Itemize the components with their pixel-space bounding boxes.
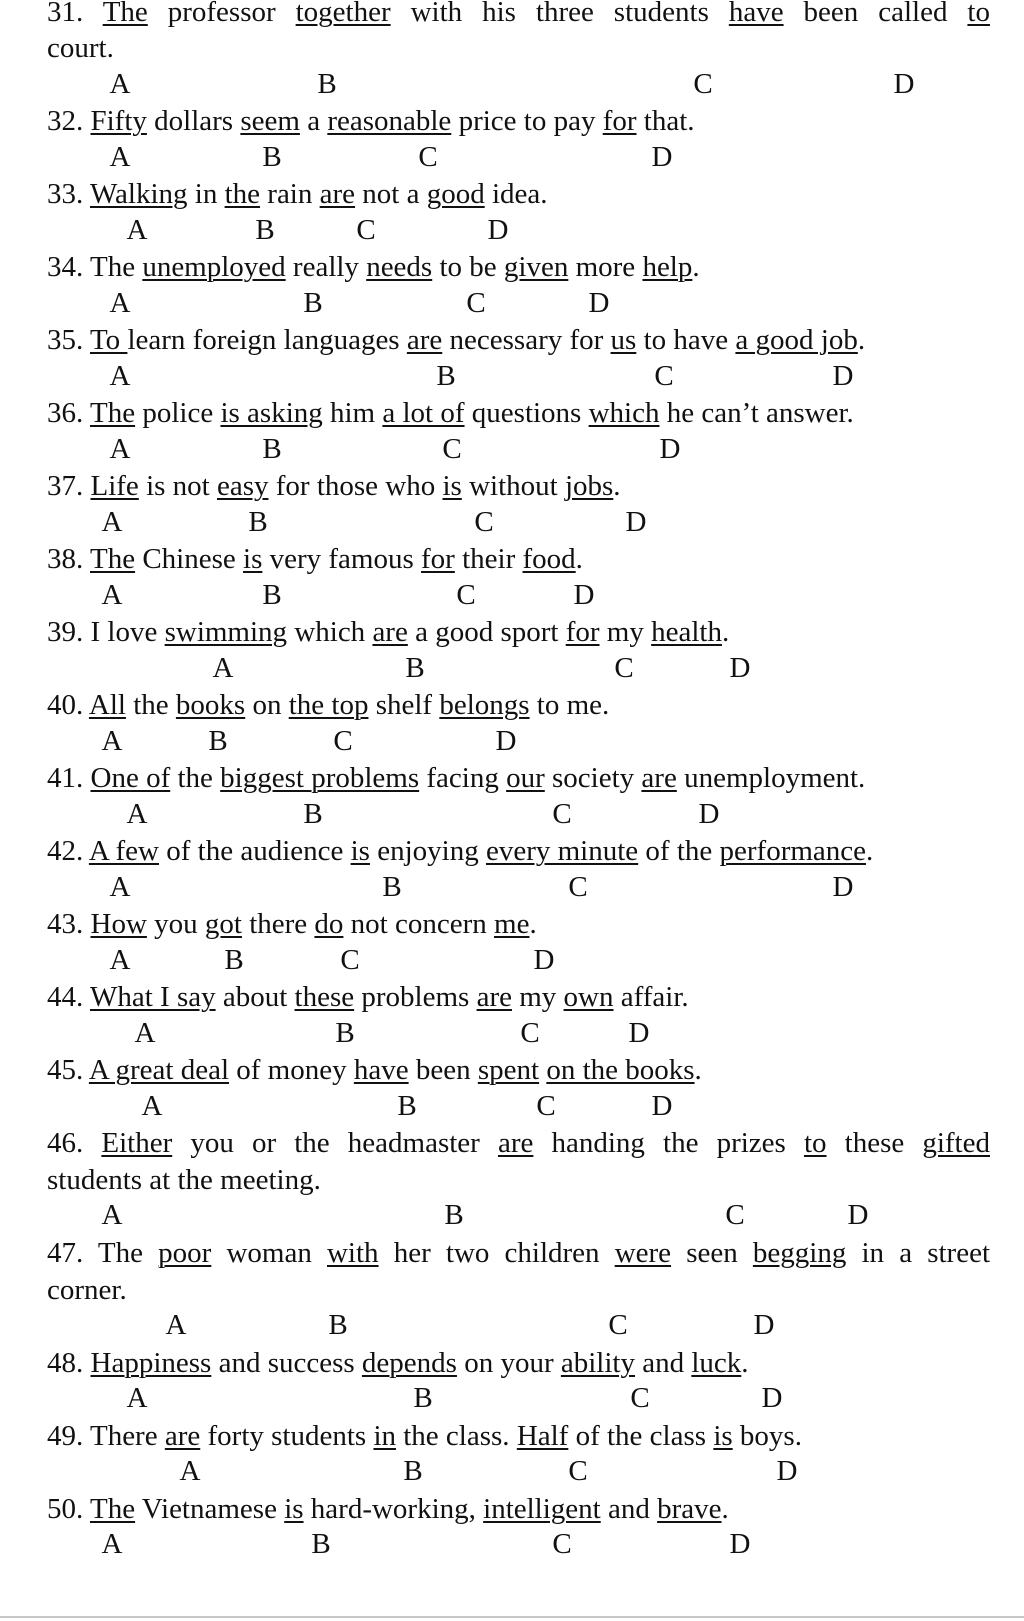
option-label-b: B [224,944,244,976]
underlined-segment: The [89,397,136,429]
underlined-segment: a lot of [382,397,465,429]
text-segment: shelf [368,689,440,721]
option-label-d: D [651,141,673,173]
text-segment: my [511,981,564,1013]
text-segment: boys. [732,1420,802,1452]
underlined-segment: jobs [564,470,614,502]
sentence-line [47,687,990,723]
option-label-a: A [109,433,131,465]
text-segment: . [721,616,730,648]
option-label-a: A [101,579,123,611]
text-segment: without [461,470,565,502]
option-label-d: D [628,1017,650,1049]
sentence-line [47,979,990,1015]
option-label-b: B [397,1090,417,1122]
text-segment: woman [211,1237,327,1269]
underlined-segment: in [373,1420,396,1452]
underlined-segment: the [224,178,261,210]
option-label-c: C [520,1017,540,1049]
sentence-line [47,0,990,30]
text-segment: handing the prizes [533,1127,804,1159]
option-label-c: C [418,141,438,173]
text-segment: 36. [47,397,90,429]
text-segment: and success [211,1347,362,1379]
text-segment: 47. The [47,1237,159,1269]
underlined-segment: One of [90,762,171,794]
option-label-d: D [729,1528,751,1560]
text-segment: a [299,105,328,137]
text-segment: on [245,689,289,721]
underlined-segment: on the books [546,1054,695,1086]
underlined-segment: to [803,1127,827,1159]
option-label-c: C [442,433,462,465]
text-segment: not a [355,178,427,210]
underlined-segment: depends [361,1347,457,1379]
text-segment: price to pay [451,105,603,137]
text-segment: police [135,397,221,429]
underlined-segment: is [243,543,263,575]
underlined-segment: together [295,0,391,28]
text-segment: and [634,1347,692,1379]
text-segment: idea. [484,178,548,210]
underlined-segment: books [175,689,246,721]
underlined-segment: spent [477,1054,540,1086]
text-segment: learn foreign languages [127,324,407,356]
text-segment: 46. [47,1127,102,1159]
sentence-line [47,906,990,942]
option-label-b: B [382,871,402,903]
text-segment: rain [260,178,320,210]
option-label-c: C [340,944,360,976]
option-label-b: B [335,1017,355,1049]
sentence-line [47,1162,990,1198]
option-label-a: A [109,287,131,319]
text-segment: with his three students [390,0,729,28]
sentence-line [47,1418,990,1454]
text-segment: in [187,178,225,210]
text-segment: forty students [200,1420,374,1452]
option-label-d: D [533,944,555,976]
text-segment: society [544,762,642,794]
underlined-segment: Life [90,470,139,502]
underlined-segment: is [442,470,462,502]
option-label-a: A [134,1017,156,1049]
underlined-segment: Fifty [90,105,147,137]
option-label-b: B [255,214,275,246]
text-segment: Vietnamese [135,1493,285,1525]
text-segment: in a street [846,1237,991,1269]
underlined-segment: A great deal [88,1054,230,1086]
underlined-segment: given [503,251,569,283]
text-segment: 33. [47,178,90,210]
underlined-segment: got [204,908,242,940]
text-segment: hard-working, [303,1493,484,1525]
sentence-line [47,468,990,504]
text-segment: you [146,908,205,940]
text-segment: 49. There [47,1420,165,1452]
option-label-d: D [573,579,595,611]
text-segment: been called [783,0,968,28]
text-segment: of the class [568,1420,714,1452]
option-label-c: C [552,1528,572,1560]
bottom-divider [0,1616,1024,1618]
option-label-c: C [614,652,634,684]
underlined-segment: gifted [922,1127,990,1159]
option-label-d: D [698,798,720,830]
text-segment: not concern [343,908,495,940]
underlined-segment: is [713,1420,733,1452]
option-label-d: D [487,214,509,246]
option-label-c: C [456,579,476,611]
text-segment: 50. [47,1493,90,1525]
underlined-segment: a good job [735,324,858,356]
option-label-a: A [109,944,131,976]
option-label-d: D [588,287,610,319]
underlined-segment: good [426,178,485,210]
option-label-a: A [126,214,148,246]
option-label-d: D [729,652,751,684]
underlined-segment: own [563,981,614,1013]
option-label-a: A [101,725,123,757]
underlined-segment: do [314,908,344,940]
option-label-b: B [405,652,425,684]
underlined-segment: The [102,0,148,28]
text-segment: seen [671,1237,753,1269]
text-segment: . [857,324,866,356]
sentence-line [47,1235,990,1271]
text-segment: for those who [268,470,443,502]
option-label-b: B [436,360,456,392]
text-segment: enjoying [369,835,486,867]
underlined-segment: are [497,1127,534,1159]
underlined-segment: swimming [164,616,288,648]
text-segment: their [454,543,523,575]
underlined-segment: To [89,324,128,356]
option-label-a: A [126,798,148,830]
text-segment: really [285,251,367,283]
text-segment: 39. I love [47,616,165,648]
option-label-c: C [654,360,674,392]
sentence-line [47,1052,990,1088]
option-label-d: D [847,1199,869,1231]
underlined-segment: the top [288,689,369,721]
text-segment: you or the headmaster [172,1127,498,1159]
option-label-c: C [356,214,376,246]
underlined-segment: are [641,762,677,794]
option-label-d: D [753,1309,775,1341]
underlined-segment: How [90,908,147,940]
text-segment: 32. [47,105,91,137]
text-segment: necessary for [442,324,611,356]
underlined-segment: biggest problems [220,762,420,794]
option-label-a: A [165,1309,187,1341]
option-label-b: B [303,287,323,319]
text-segment: 37. [47,470,91,502]
text-segment: facing [419,762,507,794]
sentence-line [47,614,990,650]
underlined-segment: us [610,324,637,356]
option-label-b: B [317,68,337,100]
option-label-c: C [333,725,353,757]
text-segment: 41. [47,762,91,794]
text-segment: about [215,981,295,1013]
underlined-segment: Either [101,1127,173,1159]
sentence-line [47,1272,990,1308]
sentence-line [47,176,990,212]
option-label-b: B [311,1528,331,1560]
underlined-segment: were [614,1237,672,1269]
option-label-b: B [248,506,268,538]
text-segment: there [241,908,315,940]
sentence-line [47,1125,990,1161]
underlined-segment: is [284,1493,304,1525]
text-segment: 45. [47,1054,89,1086]
underlined-segment: intelligent [483,1493,601,1525]
text-segment: corner. [47,1274,127,1306]
text-segment: very famous [262,543,422,575]
option-label-a: A [109,871,131,903]
text-segment: him [322,397,383,429]
option-label-d: D [495,725,517,757]
option-label-d: D [776,1455,798,1487]
text-segment: . [613,470,621,502]
text-segment: . [694,1054,702,1086]
text-segment: affair. [613,981,689,1013]
text-segment: 34. The [47,251,143,283]
option-label-c: C [608,1309,628,1341]
option-label-c: C [693,68,713,100]
underlined-segment: easy [216,470,269,502]
underlined-segment: with [326,1237,379,1269]
option-label-d: D [832,871,854,903]
sentence-line [47,322,990,358]
text-segment: to have [636,324,736,356]
underlined-segment: reasonable [327,105,452,137]
sentence-line [47,541,990,577]
option-label-b: B [403,1455,423,1487]
text-segment: . [721,1493,729,1525]
text-segment: that. [636,105,695,137]
option-label-a: A [212,652,234,684]
text-segment: problems [354,981,477,1013]
option-label-d: D [832,360,854,392]
option-label-b: B [413,1382,433,1414]
underlined-segment: are [406,324,443,356]
sentence-line [47,103,990,139]
text-segment: to me. [529,689,610,721]
sentence-line [47,1491,990,1527]
text-segment: unemployment. [676,762,866,794]
option-label-a: A [126,1382,148,1414]
underlined-segment: unemployed [142,251,286,283]
text-segment: is not [138,470,217,502]
option-label-d: D [625,506,647,538]
underlined-segment: The [89,543,136,575]
option-label-a: A [109,360,131,392]
option-label-a: A [109,141,131,173]
underlined-segment: for [421,543,455,575]
underlined-segment: belongs [439,689,530,721]
text-segment: court. [47,32,114,64]
text-segment: 31. [47,0,103,28]
underlined-segment: help [642,251,693,283]
underlined-segment: me [494,908,530,940]
option-label-c: C [568,1455,588,1487]
underlined-segment: All [88,689,126,721]
text-segment: . [692,251,700,283]
text-segment: these [826,1127,923,1159]
text-segment: of the audience [158,835,351,867]
underlined-segment: Walking [89,178,188,210]
underlined-segment: brave [657,1493,722,1525]
underlined-segment: performance [719,835,867,867]
option-label-c: C [630,1382,650,1414]
text-segment: 40. [47,689,89,721]
underlined-segment: every minute [485,835,639,867]
sentence-line [47,30,990,66]
text-segment: to be [432,251,504,283]
underlined-segment: health [651,616,722,648]
text-segment: and [600,1493,658,1525]
option-label-d: D [651,1090,673,1122]
text-segment: on your [456,1347,561,1379]
underlined-segment: are [476,981,512,1013]
underlined-segment: Happiness [90,1347,212,1379]
text-segment: Chinese [135,543,244,575]
option-label-c: C [568,871,588,903]
option-label-b: B [262,433,282,465]
underlined-segment: is asking [220,397,323,429]
underlined-segment: have [353,1054,409,1086]
option-label-a: A [101,1528,123,1560]
option-label-a: A [101,1199,123,1231]
text-segment: 42. [47,835,89,867]
underlined-segment: What I say [89,981,216,1013]
text-segment: . [866,835,874,867]
underlined-segment: seem [240,105,300,137]
text-segment: more [568,251,643,283]
underlined-segment: to [967,0,990,28]
text-segment: questions [464,397,589,429]
underlined-segment: Half [516,1420,569,1452]
underlined-segment: begging [752,1237,847,1269]
option-label-a: A [109,68,131,100]
underlined-segment: is [350,835,370,867]
option-label-c: C [536,1090,556,1122]
option-label-b: B [444,1199,464,1231]
underlined-segment: poor [158,1237,212,1269]
underlined-segment: for [602,105,637,137]
text-segment: 35. [47,324,90,356]
text-segment: students at the meeting. [47,1164,321,1196]
option-label-c: C [466,287,486,319]
text-segment: 44. [47,981,90,1013]
sentence-line [47,249,990,285]
option-label-c: C [474,506,494,538]
option-label-a: A [179,1455,201,1487]
text-segment: which [287,616,373,648]
option-label-d: D [761,1382,783,1414]
text-segment: the class. [396,1420,517,1452]
underlined-segment: needs [366,251,433,283]
text-segment: 48. [47,1347,91,1379]
text-segment: a good sport [407,616,566,648]
underlined-segment: ability [560,1347,635,1379]
sentence-line [47,1345,990,1381]
underlined-segment: luck [691,1347,742,1379]
sentence-line [47,760,990,796]
text-segment: . [529,908,537,940]
underlined-segment: are [164,1420,201,1452]
underlined-segment: food [522,543,576,575]
underlined-segment: for [565,616,600,648]
text-segment: 43. [47,908,91,940]
text-segment: the [125,689,176,721]
option-label-b: B [208,725,228,757]
option-label-b: B [262,579,282,611]
option-label-b: B [303,798,323,830]
text-segment: dollars [146,105,241,137]
text-segment: . [575,543,583,575]
underlined-segment: The [89,1493,136,1525]
underlined-segment: our [506,762,545,794]
option-label-a: A [101,506,123,538]
text-segment: her two children [378,1237,615,1269]
option-label-d: D [659,433,681,465]
option-label-c: C [552,798,572,830]
underlined-segment: are [319,178,356,210]
option-label-b: B [262,141,282,173]
text-segment: . [741,1347,749,1379]
underlined-segment: which [588,397,660,429]
text-segment: he can’t answer. [659,397,854,429]
underlined-segment: are [372,616,408,648]
underlined-segment: these [294,981,355,1013]
text-segment: professor [147,0,296,28]
option-label-d: D [893,68,915,100]
sentence-line [47,833,990,869]
sentence-line [47,395,990,431]
underlined-segment: A few [88,835,159,867]
text-segment: the [170,762,221,794]
option-label-a: A [141,1090,163,1122]
text-segment: 38. [47,543,90,575]
text-segment: of money [229,1054,354,1086]
option-label-b: B [328,1309,348,1341]
option-label-c: C [725,1199,745,1231]
text-segment: been [408,1054,478,1086]
text-segment: my [599,616,652,648]
underlined-segment: have [728,0,784,28]
text-segment: of the [638,835,720,867]
